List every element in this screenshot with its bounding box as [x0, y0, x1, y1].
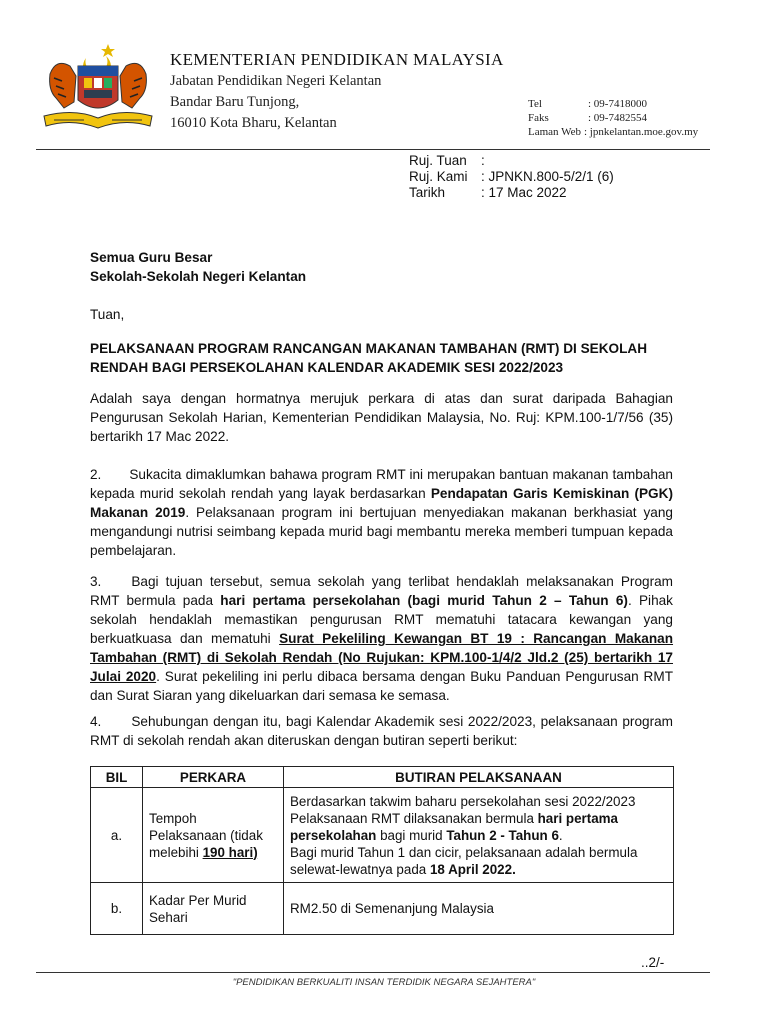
subject-line-2: RENDAH BAGI PERSEKOLAHAN KALENDAR AKADEMIK SESI 2022/2023 — [90, 360, 564, 375]
paragraph-4-text: Sehubungan dengan itu, bagi Kalendar Akademik sesi 2022/2023, pelaksanaan program RMT di sekolah rendah akan diteruskan dengan butiran seperti berikut: — [90, 714, 673, 748]
paragraph-3-text-3: . Surat pekeliling ini perlu dibaca bersama dengan Buku Panduan Pengurusan RMT dan Surat Siaran yang dikeluarkan dari semasa ke semasa. — [90, 669, 674, 703]
row-a-butiran-date: 18 April 2022. — [429, 861, 516, 877]
tel-label: Tel — [528, 98, 542, 110]
paragraph-2-text-1: Sukacita dimaklumkan bahawa program RMT ini merupakan bantuan makanan tambahan kepada murid sekolah rendah yang layak berdasarkan — [90, 467, 673, 501]
paragraph-4-number: 4. — [90, 714, 102, 729]
fax-value: : 09-7482554 — [588, 112, 647, 124]
implementation-details-table — [90, 766, 674, 935]
tel-value: : 09-7418000 — [588, 98, 647, 110]
ministry-name: KEMENTERIAN PENDIDIKAN MALAYSIA — [170, 50, 504, 69]
row-a-butiran-bold-2: Tahun 2 - Tahun 6 — [446, 827, 559, 843]
row-a-bil: a. — [91, 788, 143, 883]
row-a-perkara-text: Tempoh Pelaksanaan (tidak melebihi — [149, 810, 263, 860]
row-a-butiran-text-3: . — [558, 827, 563, 843]
row-a-butiran-text-4: Bagi murid Tahun 1 dan cicir, pelaksanaan adalah bermula selewat-lewatnya pada — [290, 844, 638, 877]
table-header-perkara: PERKARA — [143, 767, 284, 788]
paragraph-3-number: 3. — [90, 574, 102, 589]
ruj-tuan-value: : — [481, 153, 485, 168]
ruj-kami-label: Ruj. Kami — [409, 169, 468, 184]
paragraph-1: Adalah saya dengan hormatnya merujuk perkara di atas dan surat daripada Bahagian Pengurusan Sekolah Harian, Kementerian Pendidikan Malaysia, No. Ruj: KPM.100-1/7/56 (35) bertarikh 17 Mac 2022. — [90, 391, 673, 444]
address-line-2: 16010 Kota Bharu, Kelantan — [170, 115, 337, 131]
malaysia-coat-of-arms-icon — [34, 36, 162, 136]
footer-motto: "PENDIDIKAN BERKUALITI INSAN TERDIDIK NEGARA SEJAHTERA" — [232, 977, 536, 988]
table-header-butiran: BUTIRAN PELAKSANAAN — [284, 767, 674, 788]
table-row — [91, 883, 674, 935]
row-a-butiran — [284, 788, 674, 883]
address-line-1: Bandar Baru Tunjong, — [170, 94, 300, 110]
paragraph-3-circular-reference: Surat Pekeliling Kewangan BT 19 : Rancangan Makanan Tambahan (RMT) di Sekolah Rendah (No Rujukan: KPM.100-1/4/2 Jld.2 (25) bertarikh 17 Julai 2020 — [90, 631, 674, 684]
paragraph-3 — [90, 572, 673, 705]
row-a-butiran-text-2: bagi murid — [376, 827, 447, 843]
row-a-butiran-bold-1: hari pertama persekolahan — [290, 810, 619, 843]
table-header-row — [91, 767, 674, 788]
contact-info — [528, 97, 698, 139]
table-header-bil: BIL — [91, 767, 143, 788]
paragraph-2-number: 2. — [90, 467, 102, 482]
web-label: Laman Web — [528, 126, 581, 138]
footer-divider — [36, 972, 710, 973]
table-row — [91, 788, 674, 883]
web-value: : jpnkelantan.moe.gov.my — [583, 126, 699, 138]
row-a-butiran-text-1: Berdasarkan takwim baharu persekolahan sesi 2022/2023 Pelaksanaan RMT dilaksanakan bermula — [290, 793, 636, 826]
row-a-perkara-duration: 190 hari) — [202, 844, 258, 860]
row-b-bil: b. — [91, 883, 143, 935]
row-b-butiran: RM2.50 di Semenanjung Malaysia — [284, 883, 674, 935]
paragraph-2-bold-1: Pendapatan Garis Kemiskinan (PGK) Makanan 2019 — [90, 486, 673, 520]
recipient-line-2: Sekolah-Sekolah Negeri Kelantan — [90, 269, 307, 284]
recipient-line-1: Semua Guru Besar — [90, 250, 213, 265]
salutation: Tuan, — [90, 307, 125, 322]
tarikh-value: : 17 Mac 2022 — [481, 185, 567, 200]
paragraph-2 — [90, 465, 673, 560]
paragraph-2-text-2: . Pelaksanaan program ini bertujuan menyediakan makanan berkhasiat yang mengandungi nutrisi seimbang kepada murid bagi membantu mereka memberi tumpuan kepada pembelajaran. — [90, 505, 673, 558]
ruj-kami-value: : JPNKN.800-5/2/1 (6) — [481, 169, 614, 184]
row-a-perkara — [143, 788, 284, 883]
fax-label: Faks — [528, 112, 549, 124]
row-b-perkara: Kadar Per Murid Sehari — [143, 883, 284, 935]
recipient — [90, 248, 673, 286]
header-divider — [36, 149, 710, 150]
subject-line-1: PELAKSANAAN PROGRAM RANCANGAN MAKANAN TAMBAHAN (RMT) DI SEKOLAH — [90, 341, 648, 356]
tarikh-label: Tarikh — [409, 185, 446, 200]
reference-block — [409, 153, 614, 201]
page-number: ..2/- — [641, 955, 665, 970]
paragraph-4 — [90, 712, 673, 750]
department-name: Jabatan Pendidikan Negeri Kelantan — [170, 73, 382, 89]
paragraph-3-text-1: Bagi tujuan tersebut, semua sekolah yang terlibat hendaklah melaksanakan Program RMT bermula pada — [90, 574, 673, 608]
letterhead — [170, 50, 504, 133]
subject — [90, 339, 673, 377]
ruj-tuan-label: Ruj. Tuan — [409, 153, 467, 168]
paragraph-3-text-2: . Pihak sekolah hendaklah memastikan pengurusan RMT mematuhi tatacara kewangan yang berkuatkuasa dan mematuhi — [90, 593, 673, 646]
paragraph-3-bold-1: hari pertama persekolahan (bagi murid Tahun 2 – Tahun 6) — [220, 593, 628, 608]
